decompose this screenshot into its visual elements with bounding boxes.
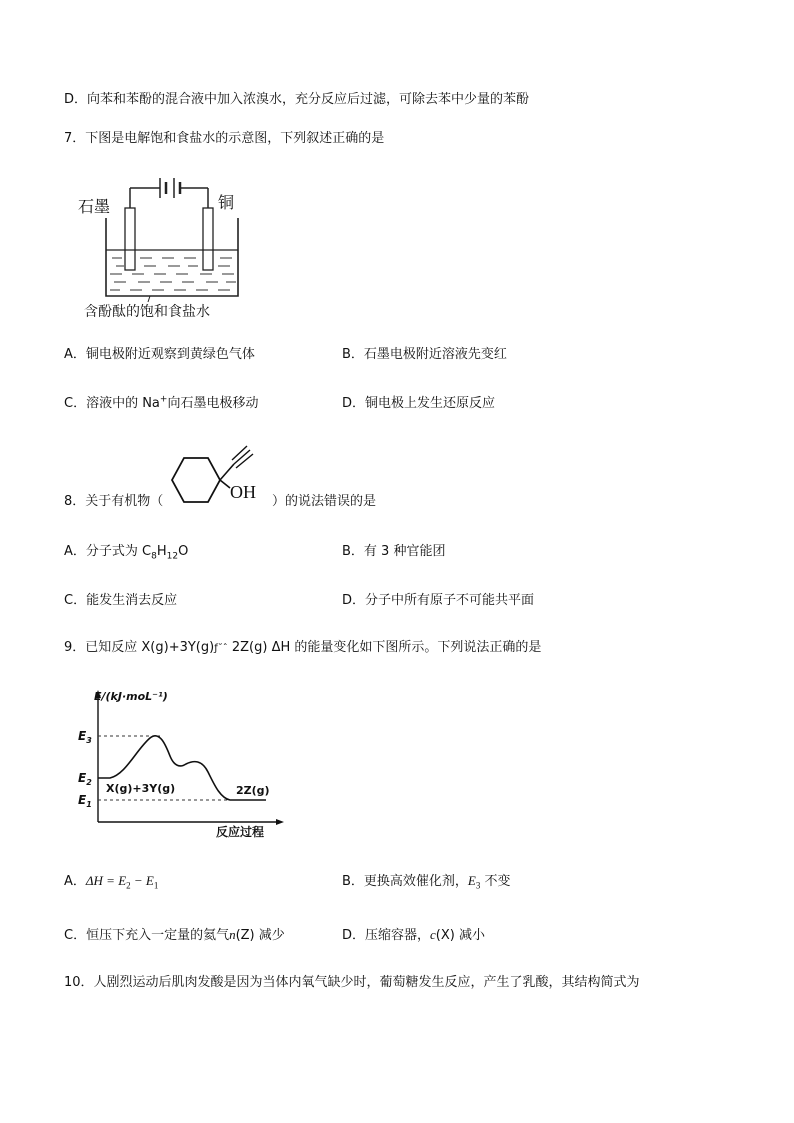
e3-label: $E_3$ xyxy=(78,729,92,745)
q9-option-c: C．恒压下充入一定量的氦气n(Z) 减少 xyxy=(64,927,285,943)
label-graphite: 石墨 xyxy=(78,197,111,216)
e2-label: $E_2$ xyxy=(78,771,92,787)
q7-option-d: D．铜电极上发生还原反应 xyxy=(342,396,496,411)
e1-label: $E_1$ xyxy=(78,793,92,809)
figure-caption: 含酚酞的饱和食盐水 xyxy=(84,304,210,320)
energy-profile-chart xyxy=(70,686,290,838)
q7-option-b: B．石墨电极附近溶液先变红 xyxy=(342,347,507,362)
q8-option-c: C．能发生消去反应 xyxy=(64,593,178,608)
y-axis-label: E/(kJ·moL⁻¹) xyxy=(94,690,168,703)
q10-stem: 10．人剧烈运动后肌肉发酸是因为当体内氧气缺少时，葡萄糖发生反应，产生了乳酸，其结构简式为 xyxy=(64,975,640,990)
oh-label: OH xyxy=(230,482,256,502)
reactant-label: X(g)+3Y(g) xyxy=(106,782,176,795)
product-label: 2Z(g) xyxy=(236,784,270,797)
q9-stem: 9．已知反应 X(g)+3Y(g)ƒ˘ˆ 2Z(g) ΔH 的能量变化如下图所示。下列说法正确的是 xyxy=(64,640,542,655)
q9-option-a: A．$\Delta H = E_2 - E_1$ xyxy=(64,873,159,891)
q9-option-b: B．更换高效催化剂，$E_3$ 不变 xyxy=(342,873,511,891)
q8-option-d: D．分子中所有原子不可能共平面 xyxy=(342,593,535,608)
label-copper: 铜 xyxy=(218,193,235,212)
x-axis-label: 反应过程 xyxy=(216,825,265,838)
q8-option-a: A．分子式为 $C_8H_{12}O$ xyxy=(64,544,189,562)
q8-stem-post: ）的说法错误的是 xyxy=(272,494,377,509)
q7-stem: 7．下图是电解饱和食盐水的示意图，下列叙述正确的是 xyxy=(64,131,385,146)
q9-option-d: D．压缩容器，c(X) 减小 xyxy=(342,927,485,943)
q8-stem-pre: 8．关于有机物（ xyxy=(64,494,164,509)
ethynylcyclohexanol-structure xyxy=(162,440,272,516)
electrolysis-cell-figure xyxy=(70,170,270,322)
q7-option-c: C．溶液中的 Na+向石墨电极移动 xyxy=(64,394,259,411)
q7-option-a: A．铜电极附近观察到黄绿色气体 xyxy=(64,347,255,362)
q8-option-b: B．有 3 种官能团 xyxy=(342,544,446,559)
q6-option-d: D．向苯和苯酚的混合液中加入浓溴水，充分反应后过滤，可除去苯中少量的苯酚 xyxy=(64,92,530,107)
